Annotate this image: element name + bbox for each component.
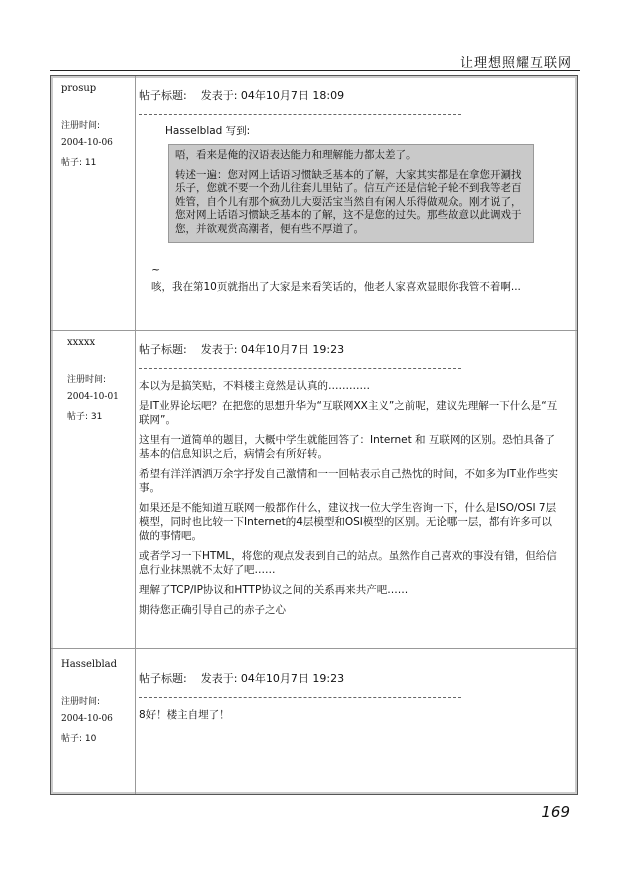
post-count: 帖子: 11 <box>61 158 97 168</box>
post-separator <box>139 697 461 698</box>
post-paragraph: 希望有洋洋洒洒万余字抒发自己激情和一一回帖表示自己热忱的时间，不如多为IT业作些实事。 <box>139 468 559 494</box>
post-author-panel <box>51 648 136 794</box>
post-author-panel <box>51 330 136 648</box>
post-paragraph: 这里有一道简单的题目，大概中学生就能回答了：Internet 和 互联网的区别。恐怕具备了基本的信息知识之后，病情会有所好转。 <box>139 434 555 460</box>
registration-label: 注册时间: <box>61 697 101 707</box>
author-username[interactable]: prosup <box>61 83 97 94</box>
forum-post <box>51 648 577 794</box>
registration-date: 2004-10-06 <box>61 138 113 148</box>
subject-label: 帖子标题: <box>139 343 187 356</box>
forum-thread-frame <box>50 75 578 795</box>
post-paragraph: 本以为是搞笑贴，不料楼主竟然是认真的………… <box>139 380 370 392</box>
posted-time: 发表于: 04年10月7日 18:09 <box>200 89 345 102</box>
post-paragraph: 期待您正确引导自己的赤子之心 <box>139 604 286 616</box>
post-separator <box>139 368 461 369</box>
post-content <box>139 76 571 294</box>
author-username[interactable]: xxxxx <box>67 337 96 348</box>
subject-label: 帖子标题: <box>139 89 187 102</box>
subject-label: 帖子标题: <box>139 672 187 685</box>
author-username[interactable]: Hasselblad <box>61 659 118 670</box>
post-paragraph: 理解了TCP/IP协议和HTTP协议之间的关系再来共产吧…… <box>139 584 409 596</box>
post-content <box>139 648 571 722</box>
header-rule <box>50 70 580 71</box>
post-count: 帖子: 31 <box>67 412 103 422</box>
post-count: 帖子: 10 <box>61 734 97 744</box>
post-paragraph: 8好！楼主自埋了！ <box>139 709 230 721</box>
forum-post <box>51 76 577 331</box>
registration-date: 2004-10-06 <box>61 714 113 724</box>
forum-post <box>51 330 577 649</box>
post-header <box>139 341 571 357</box>
posted-time: 发表于: 04年10月7日 19:23 <box>200 343 345 356</box>
post-paragraph: 咳，我在第10页就指出了大家是来看笑话的，他老人家喜欢显眼你我管不着啊... <box>151 281 521 293</box>
post-author-panel <box>51 76 136 330</box>
page-number: 169 <box>541 803 570 821</box>
post-content <box>139 330 571 617</box>
quote-block <box>168 144 534 243</box>
registration-date: 2004-10-01 <box>67 392 119 402</box>
registration-label: 注册时间: <box>61 121 101 131</box>
registration-label: 注册时间: <box>67 375 107 385</box>
post-paragraph: 如果还是不能知道互联网一般都作什么，建议找一位大学生咨询一下，什么是ISO/OSI 7层模型，同时也比较一下Internet的4层模型和OSI模型的区别。无论哪一层，都有许多可以做的事情吧。 <box>139 502 557 542</box>
post-paragraph: 是IT业界论坛吧？在把您的思想升华为“互联网XX主义”之前呢，建议先理解一下什么是“互联网”。 <box>139 400 558 426</box>
post-paragraph: 或者学习一下HTML，将您的观点发表到自己的站点。虽然作自己喜欢的事没有错，但给信息行业抹黑就不太好了吧…… <box>139 550 557 576</box>
running-header-title: 让理想照耀互联网 <box>459 56 572 71</box>
posted-time: 发表于: 04年10月7日 19:23 <box>200 672 345 685</box>
post-separator <box>139 114 461 115</box>
quote-paragraph: 转述一遍：您对网上话语习惯缺乏基本的了解，大家其实都是在拿您开涮找乐子，您就不要一个劲儿往套儿里钻了。信互产还是信轮子轮不到我等老百姓管，自个儿有那个疯劲儿大耍活宝当然自有闲人乐得做观众。刚才说了，您对网上话语习惯缺乏基本的了解，这不是您的过失。那些故意以此调戏于您，并欲观赏高潮者，便有些不厚道了。 <box>175 168 522 235</box>
post-header <box>139 87 571 103</box>
quote-author: Hasselblad 写到: <box>165 125 251 137</box>
signature-tilde: ~ <box>151 263 161 276</box>
post-header <box>139 670 571 686</box>
quote-paragraph: 唔，看来是俺的汉语表达能力和理解能力都太差了。 <box>175 149 417 161</box>
